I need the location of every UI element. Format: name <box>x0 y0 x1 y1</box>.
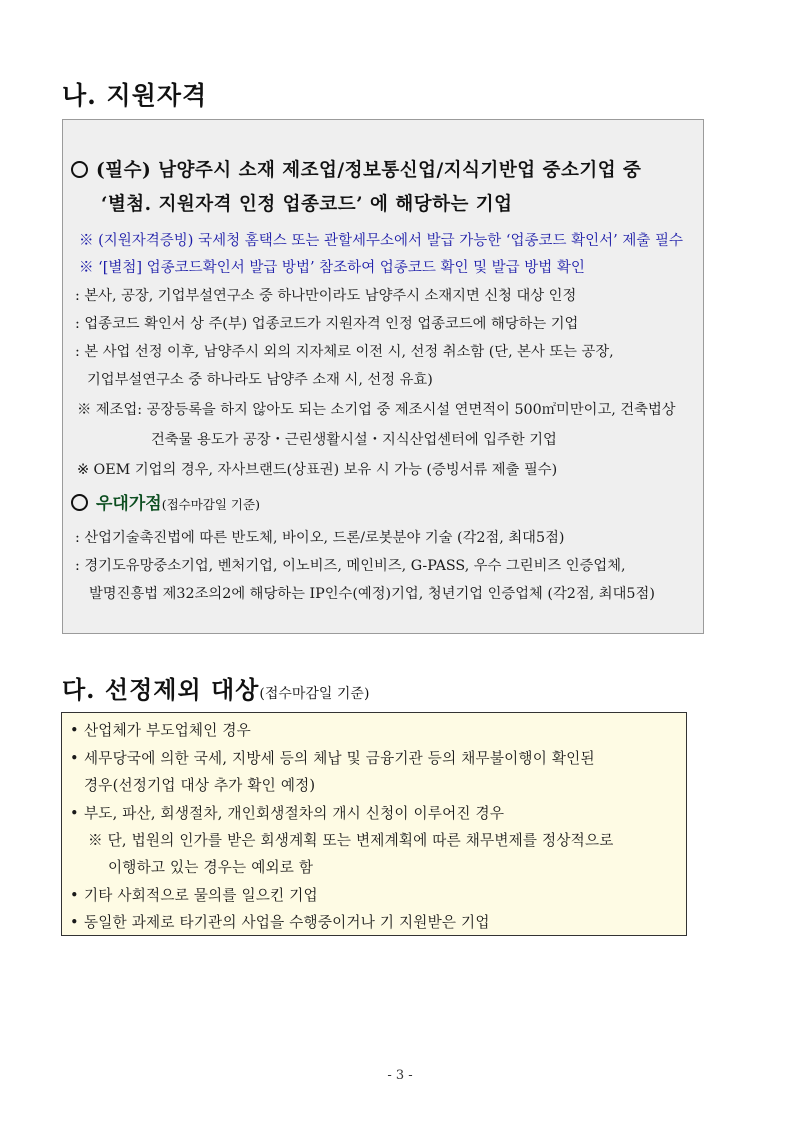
section-heading-exclusion: 다. 선정제외 대상(접수마감일 기준) <box>62 675 370 704</box>
manufacturing-note-1: ※ 제조업: 공장등록을 하지 않아도 되는 소기업 중 제조시설 연면적이 500㎡미만이고, 건축법상 <box>77 402 676 418</box>
condition-industry-code: : 업종코드 확인서 상 주(부) 업종코드가 지원자격 인정 업종코드에 해당하는 기업 <box>75 316 579 332</box>
page-number: - 3 - <box>387 1068 413 1083</box>
preference-line-1: : 산업기술촉진법에 따른 반도체, 바이오, 드론/로봇분야 기술 (각2점, 최대5점) <box>75 530 565 546</box>
preference-line-2a: : 경기도유망중소기업, 벤처기업, 이노비즈, 메인비즈, G-PASS, 우수 그린비즈 인증업체, <box>75 558 626 574</box>
exclusion-item-4: • 기타 사회적으로 물의를 일으킨 기업 <box>70 887 318 904</box>
oem-note: ※ OEM 기업의 경우, 자사브랜드(상표권) 보유 시 가능 (증빙서류 제출 필수) <box>77 462 558 478</box>
condition-location: : 본사, 공장, 기업부설연구소 중 하나만이라도 남양주시 소재지면 신청 대상 인정 <box>75 288 577 304</box>
exclusion-item-2a: • 세무당국에 의한 국세, 지방세 등의 체납 및 금융기관 등의 채무불이행이 확인된 <box>70 750 595 767</box>
condition-relocation-2: 기업부설연구소 중 하나라도 남양주 소재 시, 선정 유효) <box>87 372 433 388</box>
condition-relocation-1: : 본 사업 선정 이후, 남양주시 외의 지자체로 이전 시, 선정 취소함 (단, 본사 또는 공장, <box>75 344 614 360</box>
exclusion-item-2b: 경우(선정기업 대상 추가 확인 예정) <box>84 777 316 794</box>
exclusion-item-3-note-2: 이행하고 있는 경우는 예외로 함 <box>108 859 314 876</box>
circle-bullet-icon <box>71 161 88 178</box>
section-heading-eligibility: 나. 지원자격 <box>62 81 208 110</box>
required-line-1: (필수) 남양주시 소재 제조업/정보통신업/지식기반업 중소기업 중 <box>71 156 641 182</box>
manufacturing-note-2: 건축물 용도가 공장・근린생활시설・지식산업센터에 입주한 기업 <box>151 432 557 448</box>
preference-line-2b: 발명진흥법 제32조의2에 해당하는 IP인수(예정)기업, 청년기업 인증업체 (각2점, 최대5점) <box>89 586 655 602</box>
exclusion-item-3: • 부도, 파산, 회생절차, 개인회생절차의 개시 신청이 이루어진 경우 <box>70 805 505 822</box>
preference-title: 우대가점(접수마감일 기준) <box>71 489 260 514</box>
exclusion-item-3-note-1: ※ 단, 법원의 인가를 받은 회생계획 또는 변제계획에 따른 채무변제를 정상적으로 <box>88 832 614 849</box>
note-eligibility-proof: ※ (지원자격증빙) 국세청 홈택스 또는 관할세무소에서 발급 가능한 ‘업종코드 확인서’ 제출 필수 <box>79 233 683 249</box>
required-line-2: ‘별첨. 지원자격 인정 업종코드’ 에 해당하는 기업 <box>101 194 513 215</box>
note-attachment-guide: ※ ‘[별첨] 업종코드확인서 발급 방법’ 참조하여 업종코드 확인 및 발급 방법 확인 <box>79 260 585 276</box>
exclusion-item-5: • 동일한 과제로 타기관의 사업을 수행중이거나 기 지원받은 기업 <box>70 914 490 931</box>
exclusion-item-1: • 산업체가 부도업체인 경우 <box>70 722 251 739</box>
circle-bullet-icon <box>71 494 88 511</box>
exclusion-box <box>61 712 687 936</box>
eligibility-box <box>62 119 704 634</box>
